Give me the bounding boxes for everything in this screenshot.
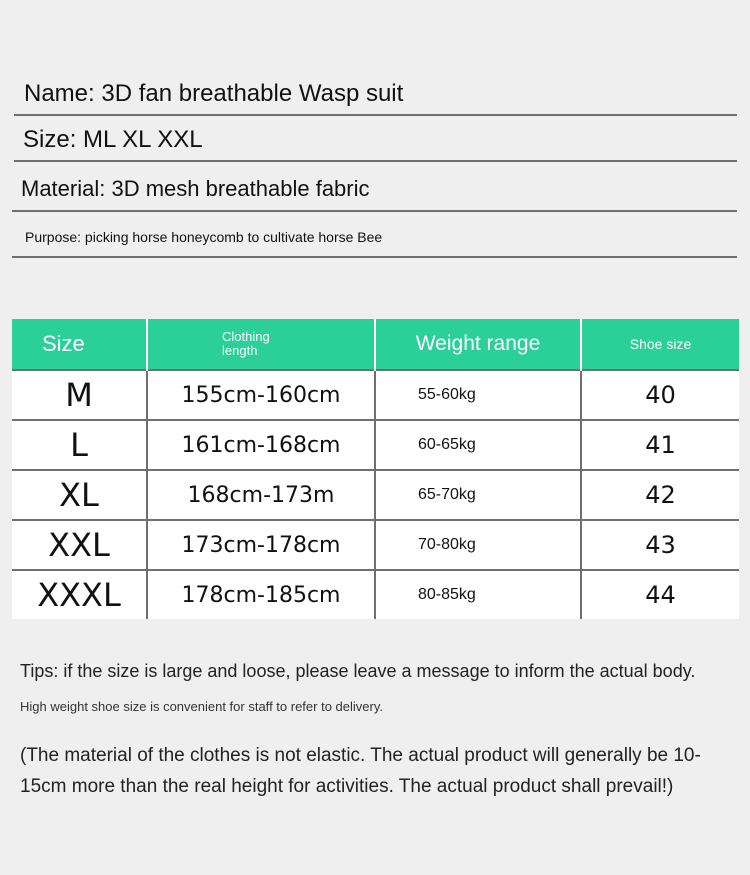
cell-size: XXXL (12, 570, 147, 619)
cell-length: 178cm-185cm (147, 570, 375, 619)
cell-shoe: 40 (581, 370, 739, 420)
header-shoe-size: Shoe size (581, 319, 739, 370)
cell-length: 168cm-173m (147, 470, 375, 520)
product-material: Material: 3D mesh breathable fabric (21, 176, 370, 201)
cell-weight: 55-60kg (375, 370, 581, 420)
table-header-row (12, 319, 739, 370)
cell-size: XXL (12, 520, 147, 570)
header-size: Size (12, 319, 147, 370)
table-row (12, 470, 739, 520)
table-row (12, 370, 739, 420)
cell-length: 173cm-178cm (147, 520, 375, 570)
product-name: Name: 3D fan breathable Wasp suit (24, 80, 404, 107)
cell-shoe: 41 (581, 420, 739, 470)
cell-weight: 60-65kg (375, 420, 581, 470)
product-material-line (12, 165, 737, 212)
cell-shoe: 42 (581, 470, 739, 520)
tip-material-note: (The material of the clothes is not elastic. The actual product will generally be 10-15cm more than the real height for activities. The actual product shall prevail!) (20, 745, 701, 797)
product-sizes: Size: ML XL XXL (23, 126, 203, 153)
size-chart-table (12, 319, 739, 619)
cell-weight: 65-70kg (375, 470, 581, 520)
cell-shoe: 43 (581, 520, 739, 570)
product-purpose-line (12, 215, 737, 258)
table-row (12, 570, 739, 619)
cell-size: XL (12, 470, 147, 520)
product-size-line (14, 118, 737, 162)
table-row (12, 520, 739, 570)
header-weight-range: Weight range (375, 319, 581, 370)
cell-length: 155cm-160cm (147, 370, 375, 420)
cell-size: L (12, 420, 147, 470)
product-name-line (14, 70, 737, 116)
table-row (12, 420, 739, 470)
cell-shoe: 44 (581, 570, 739, 619)
tip-size-note: Tips: if the size is large and loose, please leave a message to inform the actual body. (20, 661, 696, 681)
cell-weight: 80-85kg (375, 570, 581, 619)
tip-shoe-note: High weight shoe size is convenient for staff to refer to delivery. (20, 699, 383, 714)
cell-length: 161cm-168cm (147, 420, 375, 470)
cell-weight: 70-80kg (375, 520, 581, 570)
header-length-line1: Clothing (222, 329, 270, 344)
cell-size: M (12, 370, 147, 420)
product-purpose: Purpose: picking horse honeycomb to cultivate horse Bee (25, 229, 383, 245)
header-length-line2: length (222, 343, 258, 358)
header-clothing-length (147, 319, 375, 370)
